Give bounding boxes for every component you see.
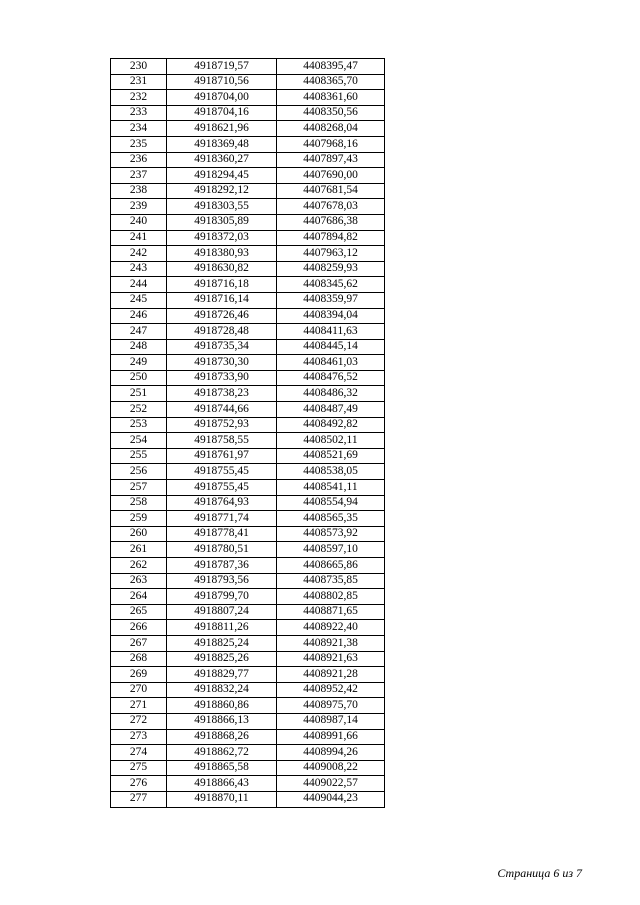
point-number-cell: 243: [111, 261, 167, 277]
y-coordinate-cell: 4408871,65: [277, 604, 385, 620]
point-number-cell: 255: [111, 448, 167, 464]
table-row: [111, 90, 385, 106]
x-coordinate-cell: 4918294,45: [167, 168, 277, 184]
point-number-cell: 245: [111, 292, 167, 308]
table-row: [111, 635, 385, 651]
point-number-cell: 238: [111, 183, 167, 199]
table-row: [111, 682, 385, 698]
table-row: [111, 589, 385, 605]
table-row: [111, 667, 385, 683]
y-coordinate-cell: 4408268,04: [277, 121, 385, 137]
point-number-cell: 235: [111, 136, 167, 152]
table-row: [111, 448, 385, 464]
x-coordinate-cell: 4918738,23: [167, 386, 277, 402]
point-number-cell: 265: [111, 604, 167, 620]
point-number-cell: 236: [111, 152, 167, 168]
y-coordinate-cell: 4408350,56: [277, 105, 385, 121]
x-coordinate-cell: 4918780,51: [167, 542, 277, 558]
point-number-cell: 261: [111, 542, 167, 558]
point-number-cell: 262: [111, 558, 167, 574]
point-number-cell: 254: [111, 433, 167, 449]
x-coordinate-cell: 4918865,58: [167, 760, 277, 776]
x-coordinate-cell: 4918710,56: [167, 74, 277, 90]
point-number-cell: 233: [111, 105, 167, 121]
point-number-cell: 251: [111, 386, 167, 402]
table-row: [111, 324, 385, 340]
table-row: [111, 74, 385, 90]
y-coordinate-cell: 4408395,47: [277, 59, 385, 75]
table-row: [111, 604, 385, 620]
point-number-cell: 256: [111, 464, 167, 480]
y-coordinate-cell: 4408565,35: [277, 511, 385, 527]
x-coordinate-cell: 4918761,97: [167, 448, 277, 464]
x-coordinate-cell: 4918735,34: [167, 339, 277, 355]
point-number-cell: 244: [111, 277, 167, 293]
x-coordinate-cell: 4918369,48: [167, 136, 277, 152]
x-coordinate-cell: 4918755,45: [167, 480, 277, 496]
x-coordinate-cell: 4918719,57: [167, 59, 277, 75]
y-coordinate-cell: 4408445,14: [277, 339, 385, 355]
y-coordinate-cell: 4407690,00: [277, 168, 385, 184]
point-number-cell: 239: [111, 199, 167, 215]
x-coordinate-cell: 4918866,13: [167, 713, 277, 729]
y-coordinate-cell: 4408921,28: [277, 667, 385, 683]
y-coordinate-cell: 4408921,63: [277, 651, 385, 667]
y-coordinate-cell: 4409022,57: [277, 776, 385, 792]
point-number-cell: 263: [111, 573, 167, 589]
table-row: [111, 199, 385, 215]
table-row: [111, 168, 385, 184]
y-coordinate-cell: 4407968,16: [277, 136, 385, 152]
x-coordinate-cell: 4918716,14: [167, 292, 277, 308]
table-row: [111, 542, 385, 558]
x-coordinate-cell: 4918771,74: [167, 511, 277, 527]
table-row: [111, 495, 385, 511]
x-coordinate-cell: 4918832,24: [167, 682, 277, 698]
x-coordinate-cell: 4918829,77: [167, 667, 277, 683]
y-coordinate-cell: 4408921,38: [277, 635, 385, 651]
point-number-cell: 257: [111, 480, 167, 496]
x-coordinate-cell: 4918793,56: [167, 573, 277, 589]
y-coordinate-cell: 4408922,40: [277, 620, 385, 636]
x-coordinate-cell: 4918764,93: [167, 495, 277, 511]
x-coordinate-cell: 4918799,70: [167, 589, 277, 605]
point-number-cell: 234: [111, 121, 167, 137]
point-number-cell: 250: [111, 370, 167, 386]
table-row: [111, 511, 385, 527]
x-coordinate-cell: 4918825,26: [167, 651, 277, 667]
x-coordinate-cell: 4918292,12: [167, 183, 277, 199]
table-row: [111, 745, 385, 761]
point-number-cell: 275: [111, 760, 167, 776]
y-coordinate-cell: 4408541,11: [277, 480, 385, 496]
table-row: [111, 713, 385, 729]
point-number-cell: 267: [111, 635, 167, 651]
table-row: [111, 339, 385, 355]
point-number-cell: 277: [111, 791, 167, 807]
point-number-cell: 266: [111, 620, 167, 636]
table-row: [111, 651, 385, 667]
point-number-cell: 271: [111, 698, 167, 714]
table-row: [111, 292, 385, 308]
point-number-cell: 246: [111, 308, 167, 324]
x-coordinate-cell: 4918630,82: [167, 261, 277, 277]
y-coordinate-cell: 4407894,82: [277, 230, 385, 246]
y-coordinate-cell: 4407686,38: [277, 214, 385, 230]
y-coordinate-cell: 4408573,92: [277, 526, 385, 542]
y-coordinate-cell: 4408597,10: [277, 542, 385, 558]
table-row: [111, 526, 385, 542]
x-coordinate-cell: 4918755,45: [167, 464, 277, 480]
table-row: [111, 558, 385, 574]
page-number: Страница 6 из 7: [497, 866, 582, 880]
y-coordinate-cell: 4408991,66: [277, 729, 385, 745]
y-coordinate-cell: 4408359,97: [277, 292, 385, 308]
table-row: [111, 183, 385, 199]
point-number-cell: 230: [111, 59, 167, 75]
y-coordinate-cell: 4407678,03: [277, 199, 385, 215]
point-number-cell: 249: [111, 355, 167, 371]
table-row: [111, 573, 385, 589]
y-coordinate-cell: 4409044,23: [277, 791, 385, 807]
y-coordinate-cell: 4408502,11: [277, 433, 385, 449]
table-row: [111, 464, 385, 480]
x-coordinate-cell: 4918372,03: [167, 230, 277, 246]
point-number-cell: 237: [111, 168, 167, 184]
y-coordinate-cell: 4408735,85: [277, 573, 385, 589]
x-coordinate-cell: 4918778,41: [167, 526, 277, 542]
point-number-cell: 241: [111, 230, 167, 246]
y-coordinate-cell: 4408345,62: [277, 277, 385, 293]
point-number-cell: 268: [111, 651, 167, 667]
table-row: [111, 760, 385, 776]
x-coordinate-cell: 4918733,90: [167, 370, 277, 386]
y-coordinate-cell: 4408486,32: [277, 386, 385, 402]
y-coordinate-cell: 4408411,63: [277, 324, 385, 340]
table-row: [111, 729, 385, 745]
x-coordinate-cell: 4918704,00: [167, 90, 277, 106]
point-number-cell: 270: [111, 682, 167, 698]
x-coordinate-cell: 4918758,55: [167, 433, 277, 449]
x-coordinate-cell: 4918870,11: [167, 791, 277, 807]
table-row: [111, 370, 385, 386]
y-coordinate-cell: 4408994,26: [277, 745, 385, 761]
y-coordinate-cell: 4408394,04: [277, 308, 385, 324]
table-row: [111, 620, 385, 636]
point-number-cell: 260: [111, 526, 167, 542]
x-coordinate-cell: 4918744,66: [167, 402, 277, 418]
table-row: [111, 776, 385, 792]
x-coordinate-cell: 4918866,43: [167, 776, 277, 792]
y-coordinate-cell: 4408554,94: [277, 495, 385, 511]
table-row: [111, 261, 385, 277]
x-coordinate-cell: 4918868,26: [167, 729, 277, 745]
table-row: [111, 59, 385, 75]
coordinates-table: [110, 58, 385, 808]
table-row: [111, 308, 385, 324]
x-coordinate-cell: 4918704,16: [167, 105, 277, 121]
point-number-cell: 253: [111, 417, 167, 433]
x-coordinate-cell: 4918621,96: [167, 121, 277, 137]
point-number-cell: 274: [111, 745, 167, 761]
point-number-cell: 248: [111, 339, 167, 355]
table-row: [111, 230, 385, 246]
y-coordinate-cell: 4408975,70: [277, 698, 385, 714]
table-row: [111, 105, 385, 121]
point-number-cell: 247: [111, 324, 167, 340]
table-row: [111, 480, 385, 496]
table-row: [111, 791, 385, 807]
y-coordinate-cell: 4409008,22: [277, 760, 385, 776]
table-row: [111, 386, 385, 402]
y-coordinate-cell: 4408476,52: [277, 370, 385, 386]
point-number-cell: 258: [111, 495, 167, 511]
point-number-cell: 231: [111, 74, 167, 90]
coordinates-table-body: [111, 59, 385, 808]
x-coordinate-cell: 4918860,86: [167, 698, 277, 714]
table-row: [111, 355, 385, 371]
table-row: [111, 277, 385, 293]
y-coordinate-cell: 4408259,93: [277, 261, 385, 277]
table-row: [111, 121, 385, 137]
x-coordinate-cell: 4918728,48: [167, 324, 277, 340]
table-row: [111, 214, 385, 230]
point-number-cell: 269: [111, 667, 167, 683]
table-row: [111, 433, 385, 449]
point-number-cell: 272: [111, 713, 167, 729]
y-coordinate-cell: 4408665,86: [277, 558, 385, 574]
x-coordinate-cell: 4918380,93: [167, 246, 277, 262]
point-number-cell: 264: [111, 589, 167, 605]
table-row: [111, 698, 385, 714]
table-row: [111, 136, 385, 152]
y-coordinate-cell: 4408987,14: [277, 713, 385, 729]
x-coordinate-cell: 4918807,24: [167, 604, 277, 620]
x-coordinate-cell: 4918825,24: [167, 635, 277, 651]
y-coordinate-cell: 4408487,49: [277, 402, 385, 418]
x-coordinate-cell: 4918303,55: [167, 199, 277, 215]
y-coordinate-cell: 4407897,43: [277, 152, 385, 168]
x-coordinate-cell: 4918811,26: [167, 620, 277, 636]
y-coordinate-cell: 4408538,05: [277, 464, 385, 480]
table-row: [111, 152, 385, 168]
y-coordinate-cell: 4408492,82: [277, 417, 385, 433]
x-coordinate-cell: 4918730,30: [167, 355, 277, 371]
x-coordinate-cell: 4918726,46: [167, 308, 277, 324]
point-number-cell: 240: [111, 214, 167, 230]
point-number-cell: 273: [111, 729, 167, 745]
table-row: [111, 417, 385, 433]
y-coordinate-cell: 4407963,12: [277, 246, 385, 262]
x-coordinate-cell: 4918787,36: [167, 558, 277, 574]
y-coordinate-cell: 4408461,03: [277, 355, 385, 371]
x-coordinate-cell: 4918305,89: [167, 214, 277, 230]
point-number-cell: 259: [111, 511, 167, 527]
y-coordinate-cell: 4408365,70: [277, 74, 385, 90]
y-coordinate-cell: 4408952,42: [277, 682, 385, 698]
x-coordinate-cell: 4918862,72: [167, 745, 277, 761]
y-coordinate-cell: 4408361,60: [277, 90, 385, 106]
point-number-cell: 252: [111, 402, 167, 418]
x-coordinate-cell: 4918716,18: [167, 277, 277, 293]
y-coordinate-cell: 4408521,69: [277, 448, 385, 464]
point-number-cell: 232: [111, 90, 167, 106]
x-coordinate-cell: 4918360,27: [167, 152, 277, 168]
x-coordinate-cell: 4918752,93: [167, 417, 277, 433]
point-number-cell: 242: [111, 246, 167, 262]
y-coordinate-cell: 4408802,85: [277, 589, 385, 605]
point-number-cell: 276: [111, 776, 167, 792]
table-row: [111, 402, 385, 418]
y-coordinate-cell: 4407681,54: [277, 183, 385, 199]
table-row: [111, 246, 385, 262]
